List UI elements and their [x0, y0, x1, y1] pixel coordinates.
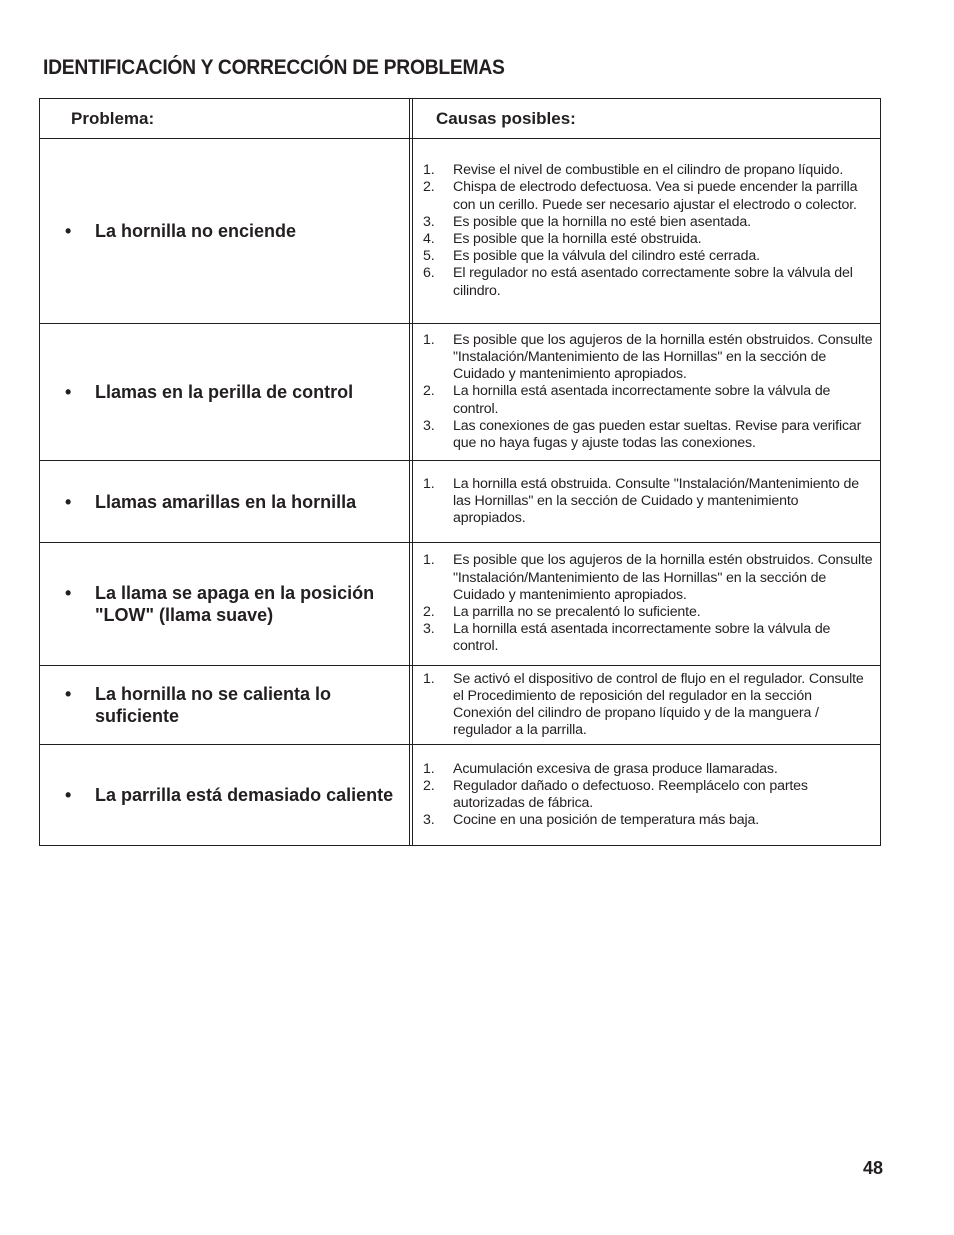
- causes-list: [423, 332, 874, 452]
- cause-number: 3.: [423, 812, 435, 829]
- cause-number: 6.: [423, 265, 435, 282]
- cause-text: Es posible que la hornilla no esté bien asentada.: [453, 213, 751, 230]
- cause-number: 2.: [423, 604, 435, 620]
- cause-number: 3.: [423, 213, 435, 230]
- bullet-marker: •: [65, 785, 72, 805]
- cause-number: 1.: [423, 162, 435, 179]
- causes-cell: [413, 543, 880, 665]
- cause-text: Las conexiones de gas pueden estar sueltas. Revise para verificar que no haya fugas y ajuste todas las conexiones.: [453, 417, 862, 452]
- causes-list: [423, 552, 874, 655]
- cause-text: La hornilla está asentada incorrectamente sobre la válvula de control.: [453, 383, 831, 417]
- cause-text: Acumulación excesiva de grasa produce llamaradas.: [453, 760, 778, 777]
- cause-number: 4.: [423, 231, 435, 247]
- causes-cell: [413, 745, 880, 845]
- problem-cell: [40, 745, 410, 845]
- cause-text: Cocine en una posición de temperatura más baja.: [453, 812, 760, 829]
- cause-text: Se activó el dispositivo de control de flujo en el regulador. Consulte el Procedimiento de reposición del regulador en la sección Conexión del cilindro de propano líquido y de la manguera / regulador a la parrilla.: [453, 670, 864, 739]
- problem-cell: [40, 139, 410, 323]
- causes-cell: [413, 139, 880, 323]
- causes-list: [423, 162, 874, 300]
- bullet-marker: •: [65, 583, 72, 603]
- problem-cell: [40, 666, 410, 744]
- cause-number: 2.: [423, 179, 435, 196]
- problem-item: [65, 582, 409, 626]
- table-row: [39, 324, 881, 461]
- table-row: [39, 461, 881, 543]
- problem-cell: [40, 543, 410, 665]
- bullet-marker: •: [65, 684, 72, 704]
- problem-item: [65, 220, 296, 242]
- causes-cell: [413, 461, 880, 542]
- cause-item: [423, 248, 874, 265]
- cause-text: Revise el nivel de combustible en el cilindro de propano líquido.: [453, 162, 844, 179]
- cause-number: 1.: [423, 760, 435, 777]
- cause-item: [423, 778, 874, 812]
- bullet-marker: •: [65, 221, 72, 241]
- cause-number: 1.: [423, 475, 435, 492]
- cause-item: [423, 812, 874, 829]
- table-body: [39, 139, 881, 846]
- problem-item: [65, 683, 409, 727]
- table-row: [39, 745, 881, 846]
- cause-item: [423, 231, 874, 248]
- cause-number: 5.: [423, 248, 435, 265]
- cause-item: [423, 621, 874, 655]
- causes-list: [423, 476, 874, 528]
- problem-column-header: [40, 99, 410, 138]
- problem-item: [65, 381, 353, 403]
- cause-item: [423, 476, 874, 528]
- problem-item: [65, 491, 356, 513]
- cause-item: [423, 179, 874, 213]
- cause-item: [423, 162, 874, 179]
- cause-number: 1.: [423, 331, 435, 348]
- cause-text: Es posible que la hornilla esté obstruida.: [453, 231, 702, 247]
- cause-item: [423, 552, 874, 604]
- cause-number: 1.: [423, 552, 435, 569]
- causes-list: [423, 671, 874, 740]
- problem-cell: [40, 461, 410, 542]
- page-title: IDENTIFICACIÓN Y CORRECCIÓN DE PROBLEMAS: [43, 56, 505, 79]
- causes-cell: [413, 324, 880, 460]
- problem-text: Llamas amarillas en la hornilla: [95, 491, 357, 512]
- cause-number: 1.: [423, 670, 435, 687]
- cause-number: 2.: [423, 777, 435, 794]
- cause-item: [423, 761, 874, 778]
- problem-text: La parrilla está demasiado caliente: [95, 785, 394, 805]
- bullet-marker: •: [65, 382, 72, 402]
- cause-text: El regulador no está asentado correctamente sobre la válvula del cilindro.: [453, 265, 853, 299]
- cause-number: 3.: [423, 417, 435, 434]
- cause-item: [423, 383, 874, 417]
- cause-item: [423, 214, 874, 231]
- cause-text: Chispa de electrodo defectuosa. Vea si puede encender la parrilla con un cerillo. Puede ser necesario ajustar el electrodo o colector.: [453, 179, 858, 213]
- cause-item: [423, 332, 874, 384]
- causes-cell: [413, 666, 880, 744]
- cause-item: [423, 671, 874, 740]
- cause-number: 2.: [423, 383, 435, 400]
- table-row: [39, 543, 881, 666]
- problem-header-label: Problema:: [71, 108, 155, 128]
- problem-text: La hornilla no enciende: [95, 221, 297, 241]
- cause-text: Regulador dañado o defectuoso. Reemplácelo con partes autorizadas de fábrica.: [453, 777, 808, 811]
- problem-cell: [40, 324, 410, 460]
- cause-item: [423, 265, 874, 299]
- cause-text: Es posible que los agujeros de la hornilla estén obstruidos. Consulte "Instalación/Mantenimiento de las Hornillas" en la sección de Cuidado y mantenimiento apropiados.: [453, 331, 873, 383]
- cause-text: Es posible que la válvula del cilindro esté cerrada.: [453, 248, 760, 265]
- problem-text: Llamas en la perilla de control: [95, 382, 354, 402]
- cause-item: [423, 418, 874, 452]
- problem-text: La llama se apaga en la posición "LOW" (llama suave): [95, 583, 375, 625]
- cause-text: Es posible que los agujeros de la hornilla estén obstruidos. Consulte "Instalación/Mantenimiento de las Hornillas" en la sección de Cuidado y mantenimiento apropiados.: [453, 552, 873, 603]
- cause-text: La hornilla está asentada incorrectamente sobre la válvula de control.: [453, 621, 831, 655]
- cause-text: La hornilla está obstruida. Consulte "Instalación/Mantenimiento de las Hornillas" en la sección de Cuidado y mantenimiento apropiados.: [453, 475, 860, 527]
- table-row: [39, 139, 881, 324]
- cause-item: [423, 604, 874, 621]
- causes-list: [423, 761, 874, 830]
- cause-number: 3.: [423, 621, 435, 638]
- problem-text: La hornilla no se calienta lo suficiente: [95, 684, 332, 726]
- bullet-marker: •: [65, 491, 72, 512]
- cause-text: La parrilla no se precalentó lo suficiente.: [453, 604, 701, 620]
- troubleshooting-table: [39, 98, 881, 846]
- page-number: 48: [862, 1158, 883, 1178]
- causes-header-label: Causas posibles:: [436, 108, 576, 128]
- table-header-row: [39, 98, 881, 139]
- causes-column-header: [413, 99, 880, 138]
- problem-item: [65, 784, 393, 806]
- table-row: [39, 666, 881, 745]
